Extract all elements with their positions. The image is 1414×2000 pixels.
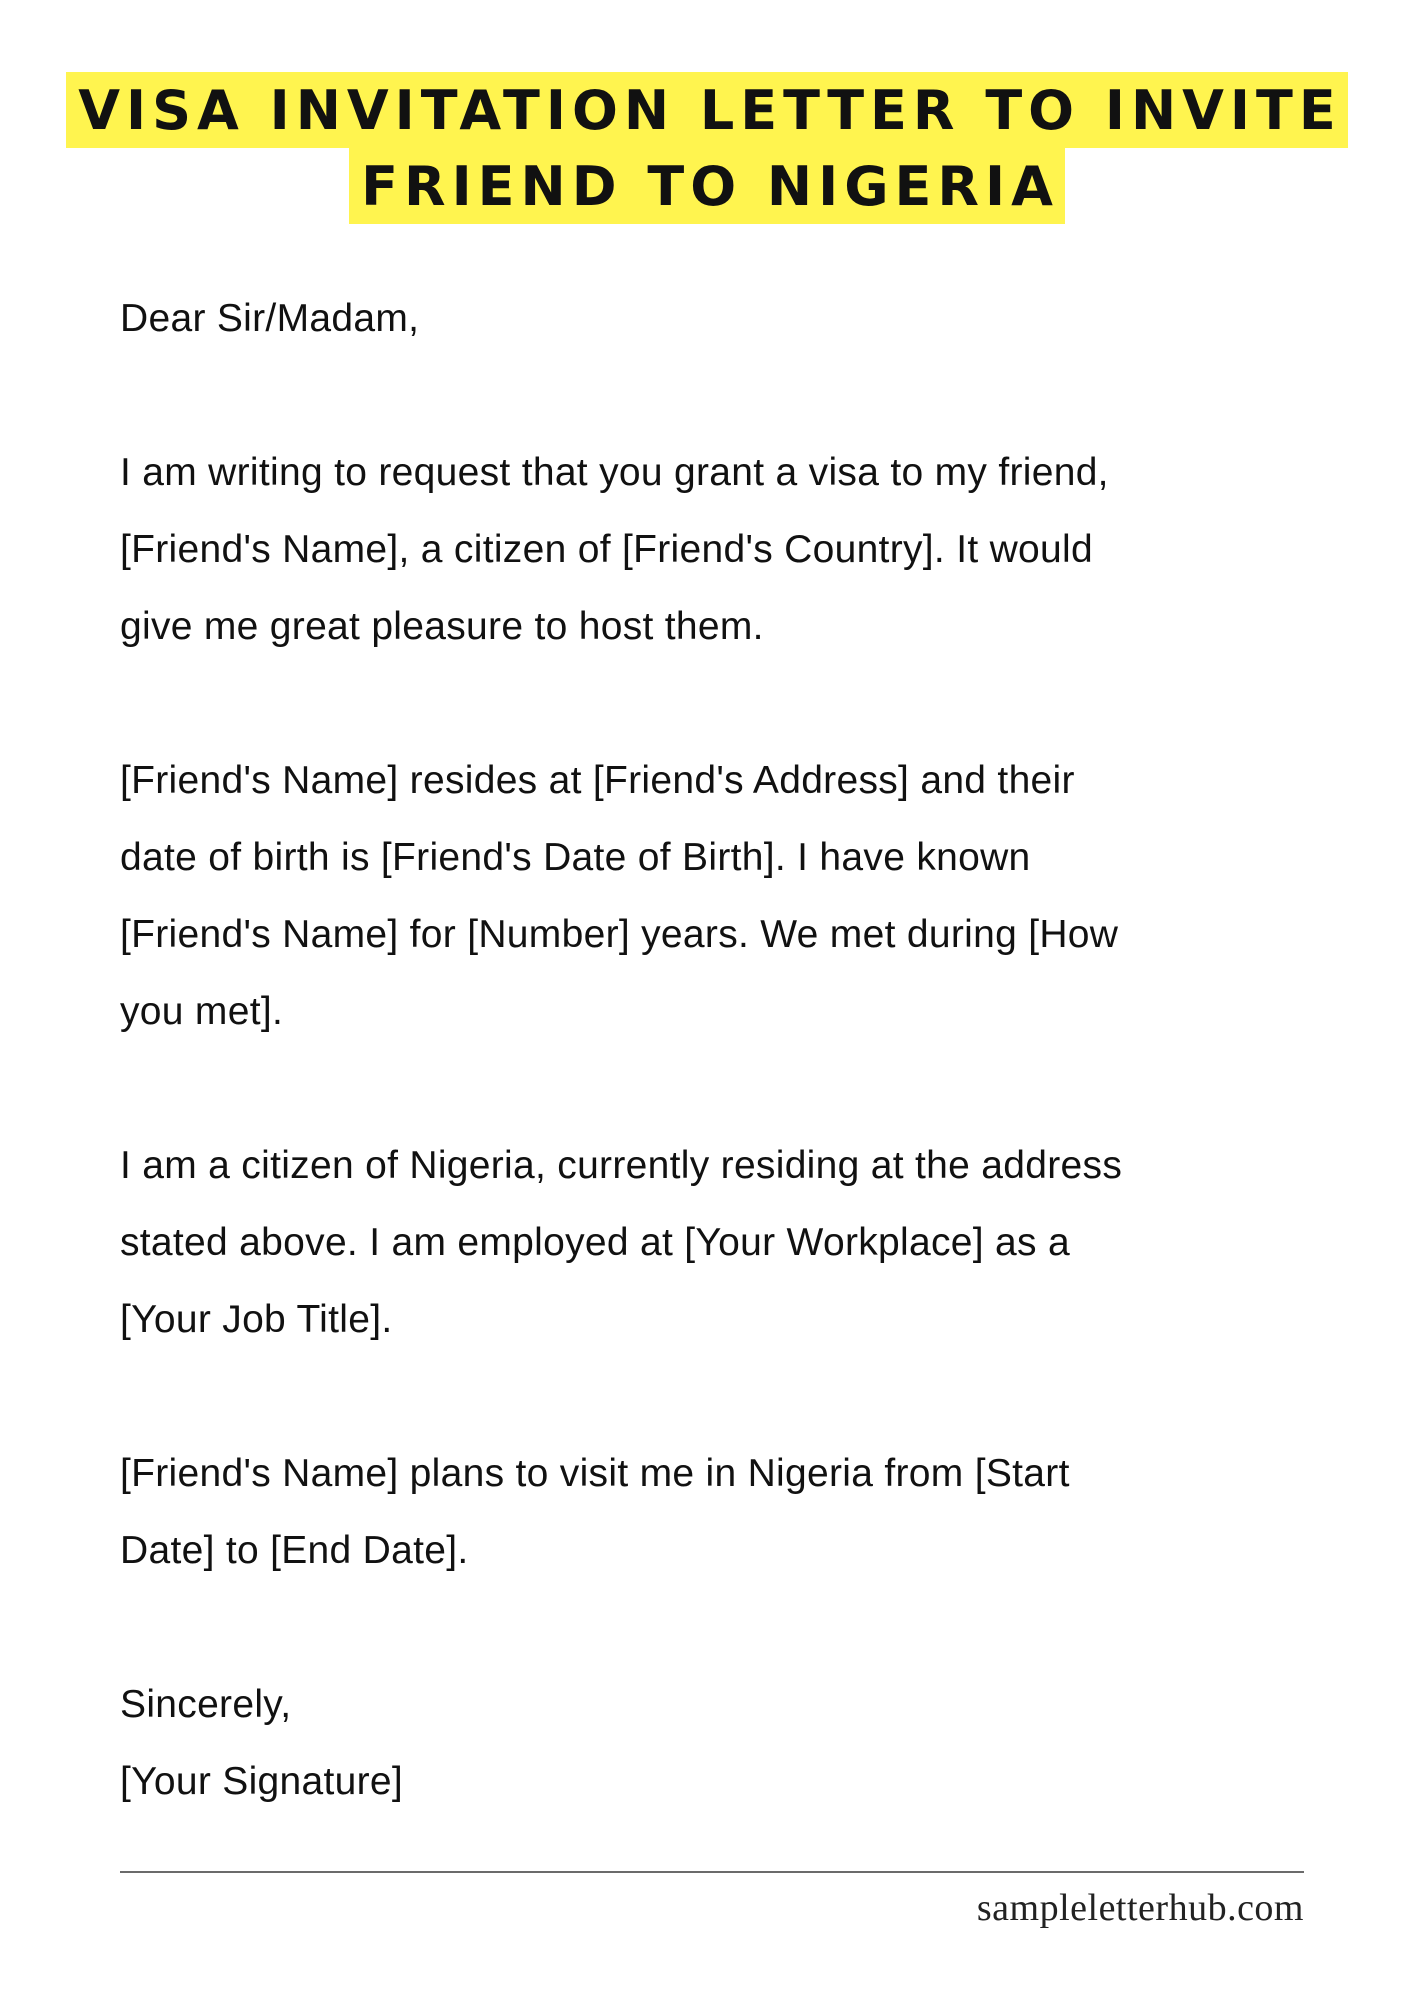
signature-placeholder: [Your Signature] bbox=[120, 1760, 404, 1803]
paragraph-1 bbox=[120, 434, 1380, 665]
letter-body bbox=[120, 280, 1380, 1897]
paragraph-line: [Friend's Name], a citizen of [Friend's Country]. It would bbox=[120, 528, 1093, 571]
paragraph-line: give me great pleasure to host them. bbox=[120, 605, 764, 648]
footer-divider bbox=[120, 1871, 1304, 1873]
paragraph-line: date of birth is [Friend's Date of Birth]. I have known bbox=[120, 836, 1031, 879]
paragraph-line: [Your Job Title]. bbox=[120, 1298, 393, 1341]
paragraph-line: I am writing to request that you grant a visa to my friend, bbox=[120, 451, 1109, 494]
paragraph-4 bbox=[120, 1435, 1380, 1589]
letter-title bbox=[0, 72, 1414, 224]
closing-block bbox=[120, 1666, 1380, 1820]
salutation-text: Dear Sir/Madam, bbox=[120, 297, 420, 340]
closing-text: Sincerely, bbox=[120, 1683, 292, 1726]
paragraph-line: stated above. I am employed at [Your Workplace] as a bbox=[120, 1221, 1070, 1264]
paragraph-line: you met]. bbox=[120, 990, 284, 1033]
paragraph-line: [Friend's Name] plans to visit me in Nigeria from [Start bbox=[120, 1452, 1070, 1495]
footer-site-name: sampleletterhub.com bbox=[976, 1887, 1304, 1929]
paragraph-line: I am a citizen of Nigeria, currently residing at the address bbox=[120, 1144, 1123, 1187]
paragraph-line: [Friend's Name] resides at [Friend's Address] and their bbox=[120, 759, 1075, 802]
paragraph-line: Date] to [End Date]. bbox=[120, 1529, 469, 1572]
paragraph-2 bbox=[120, 742, 1380, 1050]
paragraph-line: [Friend's Name] for [Number] years. We met during [How bbox=[120, 913, 1119, 956]
title-line-2: FRIEND TO NIGERIA bbox=[349, 148, 1065, 224]
paragraph-3 bbox=[120, 1127, 1380, 1358]
salutation bbox=[120, 280, 1380, 357]
title-line-1: VISA INVITATION LETTER TO INVITE bbox=[66, 72, 1348, 148]
